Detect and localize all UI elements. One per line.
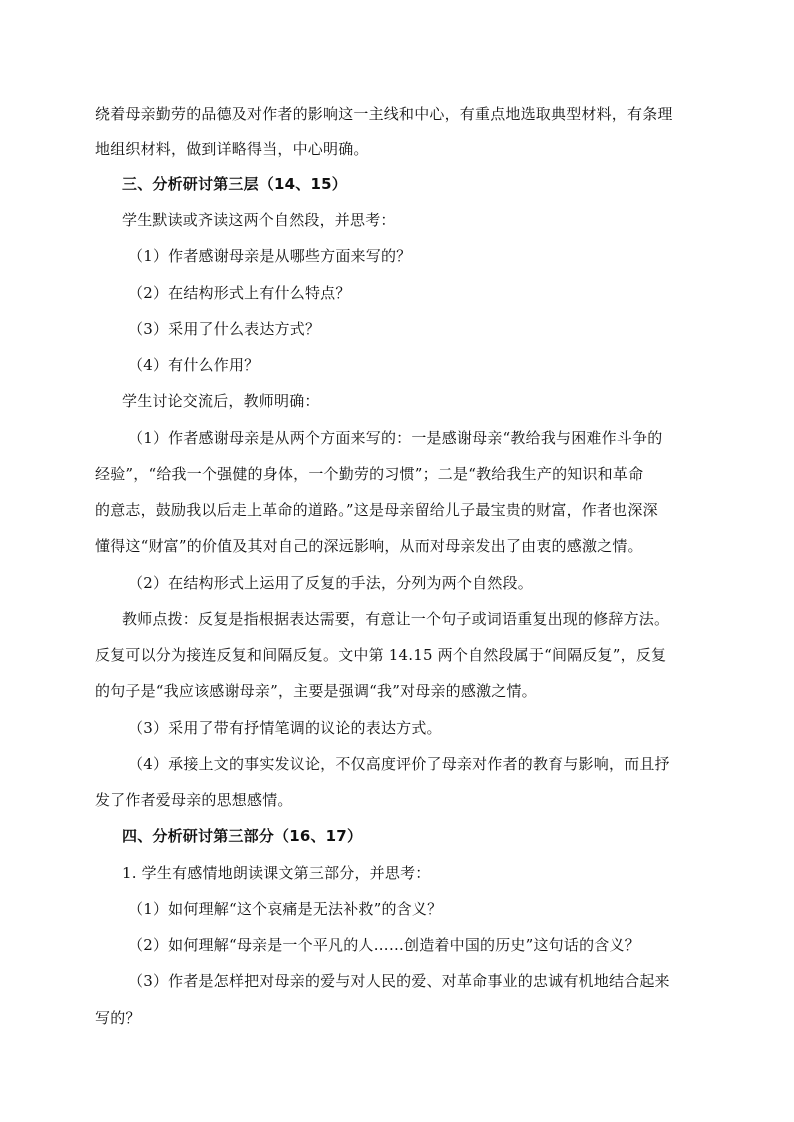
paragraph-line: 学生默读或齐读这两个自然段，并思考： [122, 211, 396, 229]
section-heading: 四、分析研讨第三部分（16、17） [122, 827, 363, 845]
paragraph-line: 地组织材料，做到详略得当，中心明确。 [95, 140, 369, 158]
answer-line: （2）在结构形式上运用了反复的手法，分列为两个自然段。 [128, 574, 533, 592]
paragraph-line: 绕着母亲勤劳的品德及对作者的影响这一主线和中心，有重点地选取典型材料，有条理 [95, 105, 673, 123]
question-item: （3）作者是怎样把对母亲的爱与对人民的爱、对革命事业的忠诚有机地结合起来 [128, 972, 670, 990]
answer-line: （1）作者感谢母亲是从两个方面来写的：一是感谢母亲“教给我与困难作斗争的 [128, 429, 663, 447]
question-item: （2）在结构形式上有什么特点？ [128, 284, 351, 302]
answer-line: （4）承接上文的事实发议论，不仅高度评价了母亲对作者的教育与影响，而且抒 [128, 755, 670, 773]
question-item: 写的？ [95, 1009, 141, 1027]
question-item: （3）采用了什么表达方式？ [128, 320, 321, 338]
answer-line: 懂得这“财富”的价值及其对自己的深远影响，从而对母亲发出了由衷的感激之情。 [95, 537, 643, 555]
question-item: （4）有什么作用？ [128, 356, 260, 374]
paragraph-line: 1. 学生有感情地朗读课文第三部分，并思考： [122, 864, 431, 882]
paragraph-line: 学生讨论交流后，教师明确： [122, 392, 320, 410]
answer-line: 发了作者爱母亲的思想感情。 [95, 791, 293, 809]
answer-line: 经验”，“给我一个强健的身体，一个勤劳的习惯”；二是“教给我生产的知识和革命 [95, 465, 644, 483]
answer-line: 的意志，鼓励我以后走上革命的道路。”这是母亲留给儿子最宝贵的财富，作者也深深 [95, 501, 658, 519]
question-item: （1）作者感谢母亲是从哪些方面来写的？ [128, 247, 412, 265]
question-item: （1）如何理解“这个哀痛是无法补救”的含义？ [128, 900, 443, 918]
paragraph-line: 的句子是“我应该感谢母亲”，主要是强调“我”对母亲的感激之情。 [95, 682, 537, 700]
section-heading: 三、分析研讨第三层（14、15） [122, 175, 347, 193]
paragraph-line: 反复可以分为接连反复和间隔反复。文中第 14.15 两个自然段属于“间隔反复”，反复 [95, 646, 667, 664]
paragraph-line: 教师点拨：反复是指根据表达需要，有意让一个句子或词语重复出现的修辞方法。 [122, 610, 670, 628]
answer-line: （3）采用了带有抒情笔调的议论的表达方式。 [128, 719, 442, 737]
question-item: （2）如何理解“母亲是一个平凡的人……创造着中国的历史”这句话的含义？ [128, 936, 640, 954]
